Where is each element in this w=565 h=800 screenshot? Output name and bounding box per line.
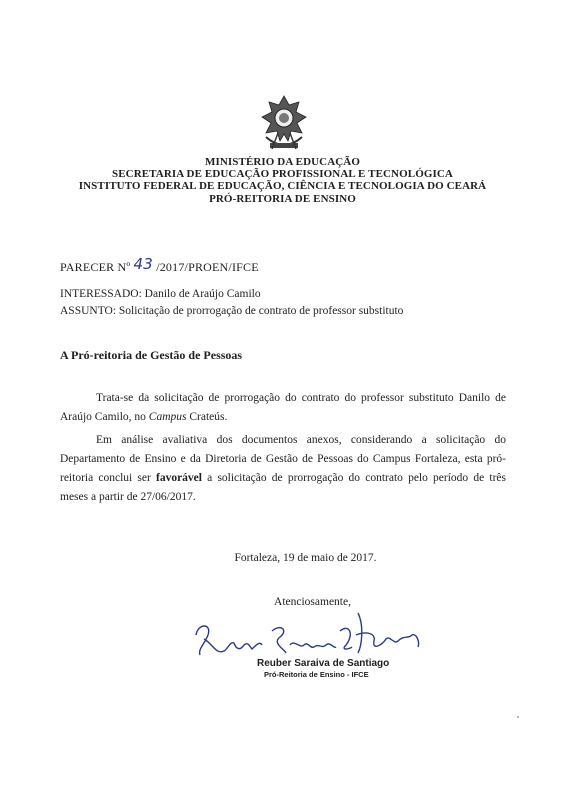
p2-text-a: Em análise avaliativa dos documentos anexos, considerando a solicitação do Departamento de Ensino e da Diretoria de Gestão de Pessoas do Campus Fortaleza, esta pró-reitoria conclui ser xyxy=(60,434,506,484)
p2-favoravel-bold: favorável xyxy=(156,472,202,484)
interessado-line: INTERESSADO: Danilo de Araújo Camilo xyxy=(60,288,261,300)
header-ministry: MINISTÉRIO DA EDUCAÇÃO xyxy=(205,156,360,168)
body-paragraph-2 xyxy=(60,431,506,507)
body-paragraph-1 xyxy=(60,389,506,427)
parecer-handwritten-number: 43 xyxy=(133,255,153,273)
parecer-suffix: /2017/PROEN/IFCE xyxy=(156,260,259,274)
closing: Atenciosamente, xyxy=(274,596,351,608)
signatory-name: Reuber Saraiva de Santiago xyxy=(257,658,390,669)
recipient-heading: A Pró-reitoria de Gestão de Pessoas xyxy=(60,348,243,362)
p1-text-a: Trata-se da solicitação de prorrogação do contrato do professor substituto Danilo de Araújo Camilo, no xyxy=(60,392,506,423)
assunto-line: ASSUNTO: Solicitação de prorrogação de contrato de professor substituto xyxy=(60,305,404,317)
parecer-number xyxy=(60,257,259,275)
signatory-role: Pró-Reitoria de Ensino - IFCE xyxy=(264,670,369,679)
header-department: PRÓ-REITORIA DE ENSINO xyxy=(209,193,356,205)
p2-text-b: a solicitação de prorrogação do contrato pelo período de três meses a partir de 27/06/2017. xyxy=(60,472,506,503)
p1-text-b: Crateús. xyxy=(186,411,228,423)
parecer-prefix: PARECER Nº xyxy=(60,260,131,274)
republic-coat-of-arms-icon xyxy=(258,93,310,153)
place-date: Fortaleza, 19 de maio de 2017. xyxy=(234,552,377,564)
p1-campus-italic: Campus xyxy=(148,411,187,423)
scan-speck xyxy=(517,716,519,718)
header-institute: INSTITUTO FEDERAL DE EDUCAÇÃO, CIÊNCIA E TECNOLOGIA DO CEARÁ xyxy=(78,180,487,192)
header-secretariat: SECRETARIA DE EDUCAÇÃO PROFISSIONAL E TECNOLÓGICA xyxy=(112,168,453,180)
